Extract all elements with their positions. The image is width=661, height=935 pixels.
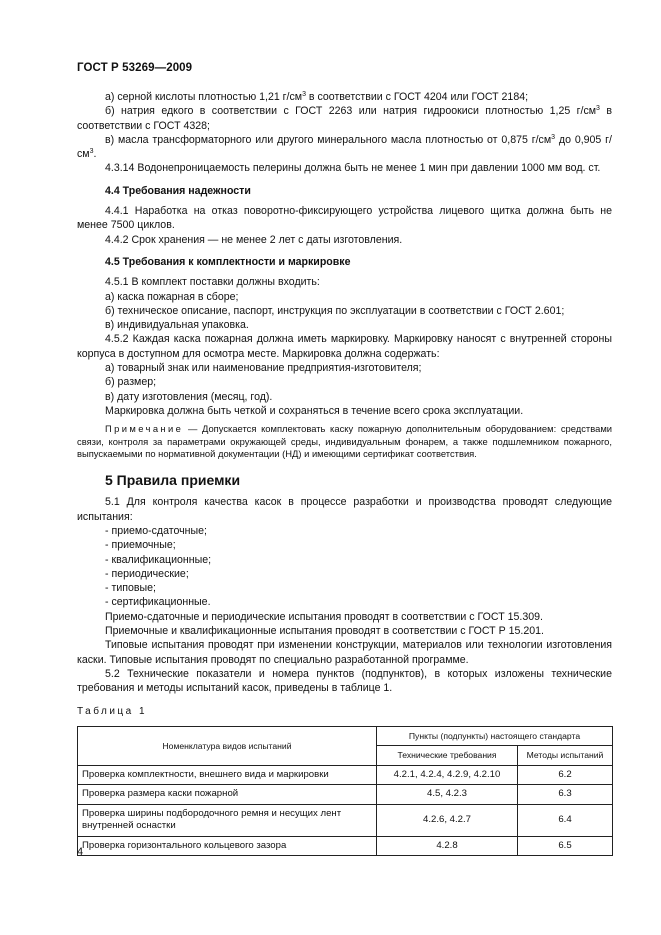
- paragraph-acceptance: Приемо-сдаточные и периодические испытания проводят в соответствии с ГОСТ 15.309.: [105, 610, 543, 623]
- row-name: Проверка размера каски пожарной: [78, 785, 377, 805]
- paragraph-4-5-2: 4.5.2 Каждая каска пожарная должна иметь маркировку. Маркировку наносят с внутренней стороны корпуса в доступном для осмотра месте. Маркировка должна содержать:: [77, 333, 612, 360]
- list-item: - сертификационные.: [105, 596, 211, 609]
- document-header: ГОСТ Р 53269—2009: [77, 62, 193, 74]
- paragraph-qualification: Приемочные и квалификационные испытания проводят в соответствии с ГОСТ Р 15.201.: [105, 624, 544, 637]
- row-method: 6.4: [518, 804, 613, 836]
- table-row: [78, 765, 613, 785]
- note: [77, 423, 612, 461]
- note-label: Примечание: [105, 423, 184, 435]
- row-name: Проверка комплектности, внешнего вида и маркировки: [78, 765, 377, 785]
- col-req-header: Технические требования: [377, 746, 518, 766]
- row-req: 4.2.8: [377, 836, 518, 856]
- paragraph-4-5-1: 4.5.1 В комплект поставки должны входить:: [105, 276, 320, 289]
- table-row: [78, 804, 613, 836]
- col-methods-header: Методы испытаний: [518, 746, 613, 766]
- tests-table: [77, 726, 613, 857]
- list-item: б) техническое описание, паспорт, инструкция по эксплуатации в соответствии с ГОСТ 2.601;: [105, 304, 565, 317]
- list-item: в) индивидуальная упаковка.: [105, 319, 249, 332]
- row-method: 6.5: [518, 836, 613, 856]
- row-req: 4.5, 4.2.3: [377, 785, 518, 805]
- list-item: в) дату изготовления (месяц, год).: [105, 390, 273, 403]
- list-item: - квалификационные;: [105, 553, 212, 566]
- document-body: [77, 90, 612, 856]
- paragraph-marking: Маркировка должна быть четкой и сохраняться в течение всего срока эксплуатации.: [105, 404, 524, 417]
- table-caption: Таблица 1: [77, 706, 148, 718]
- note-text: — Допускается комплектовать каску пожарную дополнительным оборудованием: средствами связи, контроля за параметрами окружающей среды, индивидуальным фонарем, а также подшлемником пожарного, выпускаемыми по нормативной документации (НД) и имеющими сертификат соответствия.: [77, 423, 612, 460]
- col-group-header: Пункты (подпункты) настоящего стандарта: [377, 726, 613, 746]
- list-item: а) каска пожарная в сборе;: [105, 290, 239, 303]
- list-item: - приемочные;: [105, 539, 176, 552]
- table-row: [78, 785, 613, 805]
- list-item: - периодические;: [105, 567, 189, 580]
- item-b-alkali: б) натрия едкого в соответствии с ГОСТ 2263 или натрия гидроокиси плотностью 1,25 $г/см^3$ в соответствии с ГОСТ 4328;: [77, 105, 612, 132]
- page-number: 4: [77, 846, 84, 858]
- section-4-5-title: 4.5 Требования к комплектности и маркировке: [105, 255, 351, 268]
- row-req: 4.2.6, 4.2.7: [377, 804, 518, 836]
- list-item: - типовые;: [105, 582, 156, 595]
- row-name: Проверка ширины подбородочного ремня и несущих лент внутренней оснастки: [78, 804, 377, 836]
- item-c-oil: в) масла трансформаторного или другого минерального масла плотностью от 0,875 $г/см^3$ до 0,905 $г/см^3$.: [77, 133, 612, 161]
- section-4-4-title: 4.4 Требования надежности: [105, 184, 251, 197]
- paragraph-4-4-1: 4.4.1 Наработка на отказ поворотно-фиксирующего устройства лицевого щитка должна быть не менее 7500 циклов.: [77, 205, 612, 232]
- row-name: Проверка горизонтального кольцевого зазора: [78, 836, 377, 856]
- section-5-title: 5 Правила приемки: [105, 472, 241, 489]
- item-a-acid: а) серной кислоты плотностью 1,21 $г/см^3$ в соответствии с ГОСТ 4204 или ГОСТ 2184;: [105, 91, 529, 103]
- row-method: 6.3: [518, 785, 613, 805]
- list-item: - приемо-сдаточные;: [105, 524, 207, 537]
- paragraph-4-4-2: 4.4.2 Срок хранения — не менее 2 лет с даты изготовления.: [105, 233, 403, 246]
- row-req: 4.2.1, 4.2.4, 4.2.9, 4.2.10: [377, 765, 518, 785]
- list-item: а) товарный знак или наименование предприятия-изготовителя;: [105, 362, 422, 375]
- paragraph-5-1: 5.1 Для контроля качества касок в процессе разработки и производства проводят следующие испытания:: [77, 496, 612, 523]
- paragraph-5-2: 5.2 Технические показатели и номера пунктов (подпунктов), в которых изложены технические требования и методы испытаний касок, приведены в таблице 1.: [77, 667, 612, 695]
- paragraph-4-3-14: 4.3.14 Водонепроницаемость пелерины должна быть не менее 1 мин при давлении 1000 мм вод. ст.: [105, 162, 601, 175]
- list-item: б) размер;: [105, 376, 157, 389]
- row-method: 6.2: [518, 765, 613, 785]
- paragraph-type-tests: Типовые испытания проводят при изменении конструкции, материалов или технологии изготовления каски. Типовые испытания проводят по специально разработанной программе.: [77, 639, 612, 666]
- col-name-header: Номенклатура видов испытаний: [78, 726, 377, 765]
- table-row: [78, 836, 613, 856]
- table-header-row: [78, 726, 613, 746]
